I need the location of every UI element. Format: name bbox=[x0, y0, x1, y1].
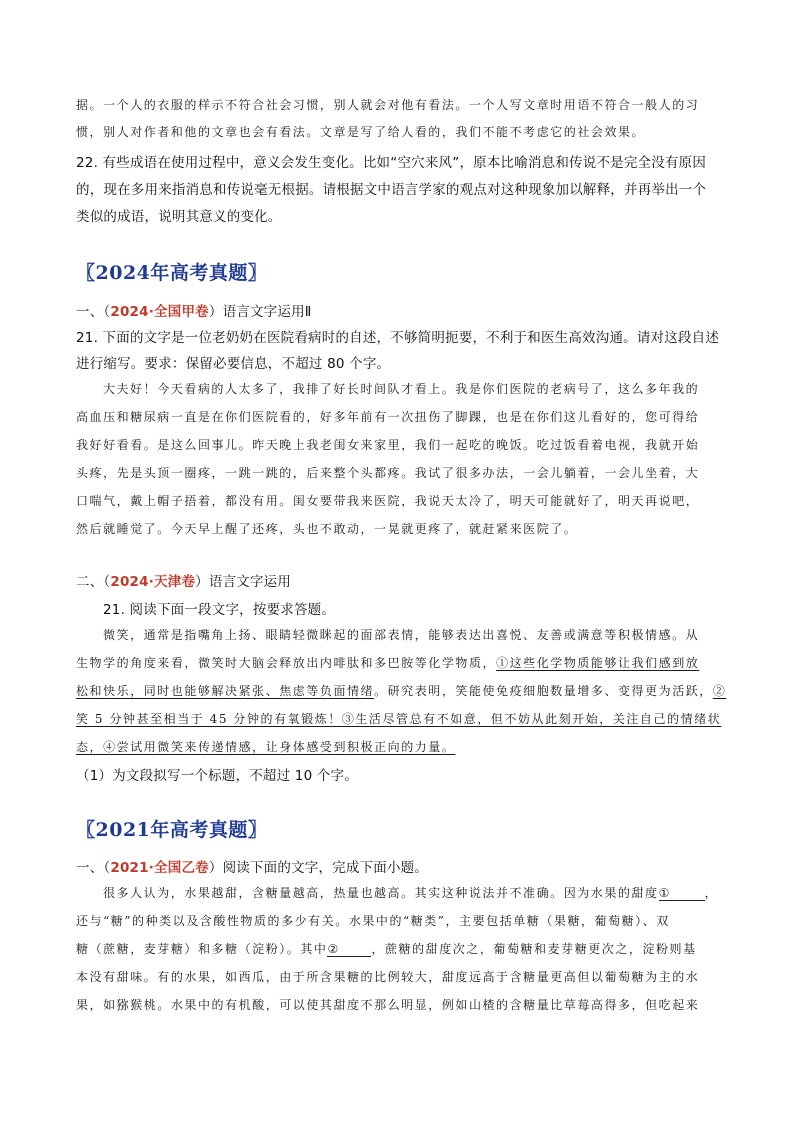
passage-line: 很多人认为，水果越甜，含糖量越高，热量也越高。其实这种说法并不准确。因为水果的甜度① ， bbox=[103, 886, 719, 900]
underlined-sentence-1: ①这些化学物质能够让我们感到放 bbox=[496, 656, 700, 670]
underlined-sentence-2: 笑 5 分钟甚至相当于 45 分钟的有氧锻炼！ bbox=[76, 712, 342, 726]
question-21-line: 21. 阅读下面一段文字，按要求答题。 bbox=[103, 602, 336, 618]
question-22-line: 类似的成语，说明其意义的变化。 bbox=[76, 209, 282, 225]
question-21-line: 进行缩写。要求：保留必要信息，不超过 80 个字。 bbox=[76, 356, 391, 372]
underlined-sentence-3: ③生活尽管总有不如意，但不妨从此刻开始，关注自己的情绪状 bbox=[341, 712, 722, 726]
question-label: 一、（2024·全国甲卷）语言文字运用Ⅱ bbox=[76, 304, 312, 320]
passage-line: 还与“糖”的种类以及含酸性物质的多少有关。水果中的“糖类”，主要包括单糖（果糖，葡萄糖）、双 bbox=[76, 914, 670, 928]
passage-line: 果，如猕猴桃。水果中的有机酸，可以使其甜度不那么明显，例如山楂的含糖量比草莓高得多，但吃起来 bbox=[76, 998, 700, 1012]
passage-line: 头疼，先是头顶一圈疼，一跳一跳的，后来整个头都疼。我试了很多办法，一会儿躺着，一会儿坐着，大 bbox=[76, 466, 700, 480]
passage-line: 大夫好！今天看病的人太多了，我排了好长时间队才看上。我是你们医院的老病号了，这么多年我的 bbox=[103, 382, 700, 396]
source-tag: 2024·全国甲卷 bbox=[110, 304, 209, 320]
passage-line: 松和快乐，同时也能够解决紧张、焦虑等负面情绪。研究表明，笑能使免疫细胞数量增多、变得更为活跃，② bbox=[76, 684, 727, 698]
question-22-line: 22. 有些成语在使用过程中，意义会发生变化。比如“空穴来风”，原本比喻消息和传说不是完全没有原因 bbox=[76, 155, 707, 171]
passage-line: 然后就睡觉了。今天早上醒了还疼，头也不敢动，一晃就更疼了，就赶紧来医院了。 bbox=[76, 522, 578, 536]
passage-line: 微笑，通常是指嘴角上扬、眼睛轻微眯起的面部表情，能够表达出喜悦、友善或满意等积极情感。从 bbox=[103, 628, 700, 642]
passage-line bbox=[76, 738, 455, 755]
source-tag: 2021·全国乙卷 bbox=[110, 860, 209, 876]
answer-blank-1[interactable]: ① bbox=[659, 886, 705, 901]
question-22-line: 的，现在多用来指消息和传说毫无根据。请根据文中语言学家的观点对这种现象加以解释，并再举出一个 bbox=[76, 182, 707, 198]
passage-line: 高血压和糖尿病一直是在你们医院看的，好多年前有一次扭伤了脚踝，也是在你们这儿看好的，您可得给 bbox=[76, 410, 700, 424]
underlined-sentence-1: 松和快乐，同时也能够解决紧张、焦虑等负面情绪 bbox=[76, 684, 375, 698]
sub-question: （1）为文段拟写一个标题，不超过 10 个字。 bbox=[76, 768, 358, 784]
question-21-line: 21. 下面的文字是一位老奶奶在医院看病时的自述，不够简明扼要，不利于和医生高效沟通。请对这段自述 bbox=[76, 330, 720, 346]
underlined-sentence-2: ② bbox=[712, 684, 727, 698]
passage-line: 据。一个人的衣服的样示不符合社会习惯，别人就会对他有看法。一个人写文章时用语不符合一般人的习 bbox=[76, 98, 700, 112]
passage-line: 惯，别人对作者和他的文章也会有看法。文章是写了给人看的，我们不能不考虑它的社会效果。 bbox=[76, 125, 646, 139]
passage-line bbox=[76, 710, 721, 727]
passage-line: 本没有甜味。有的水果，如西瓜，由于所含果糖的比例较大，甜度远高于含糖量更高但以葡萄糖为主的水 bbox=[76, 970, 700, 984]
section-heading-2021: 〖2021年高考真题〗 bbox=[76, 819, 268, 841]
question-label: 一、（2021·全国乙卷）阅读下面的文字，完成下面小题。 bbox=[76, 860, 429, 876]
passage-line: 口喘气，戴上帽子捂着，都没有用。闺女要带我来医院，我说天太冷了，明天可能就好了，明天再说吧， bbox=[76, 494, 700, 508]
section-heading-2024: 〖2024年高考真题〗 bbox=[76, 262, 268, 284]
source-tag: 2024·天津卷 bbox=[110, 574, 196, 590]
passage-line: 糖（蔗糖，麦芽糖）和多糖（淀粉）。其中② ，蔗糖的甜度次之，葡萄糖和麦芽糖更次之，淀粉则基 bbox=[76, 942, 697, 956]
question-label: 二、（2024·天津卷）语言文字运用 bbox=[76, 574, 292, 590]
passage-line: 生物学的角度来看，微笑时大脑会释放出内啡肽和多巴胺等化学物质，①这些化学物质能够让我们感到放 bbox=[76, 656, 700, 670]
answer-blank-2[interactable]: ② bbox=[327, 942, 371, 957]
passage-line: 我好好看看。是这么回事儿。昨天晚上我老闺女来家里，我们一起吃的晚饭。吃过饭看着电视，我就开始 bbox=[76, 438, 700, 452]
underlined-sentence-4: 态，④尝试用微笑来传递情感，让身体感受到积极正向的力量。 bbox=[76, 740, 456, 754]
